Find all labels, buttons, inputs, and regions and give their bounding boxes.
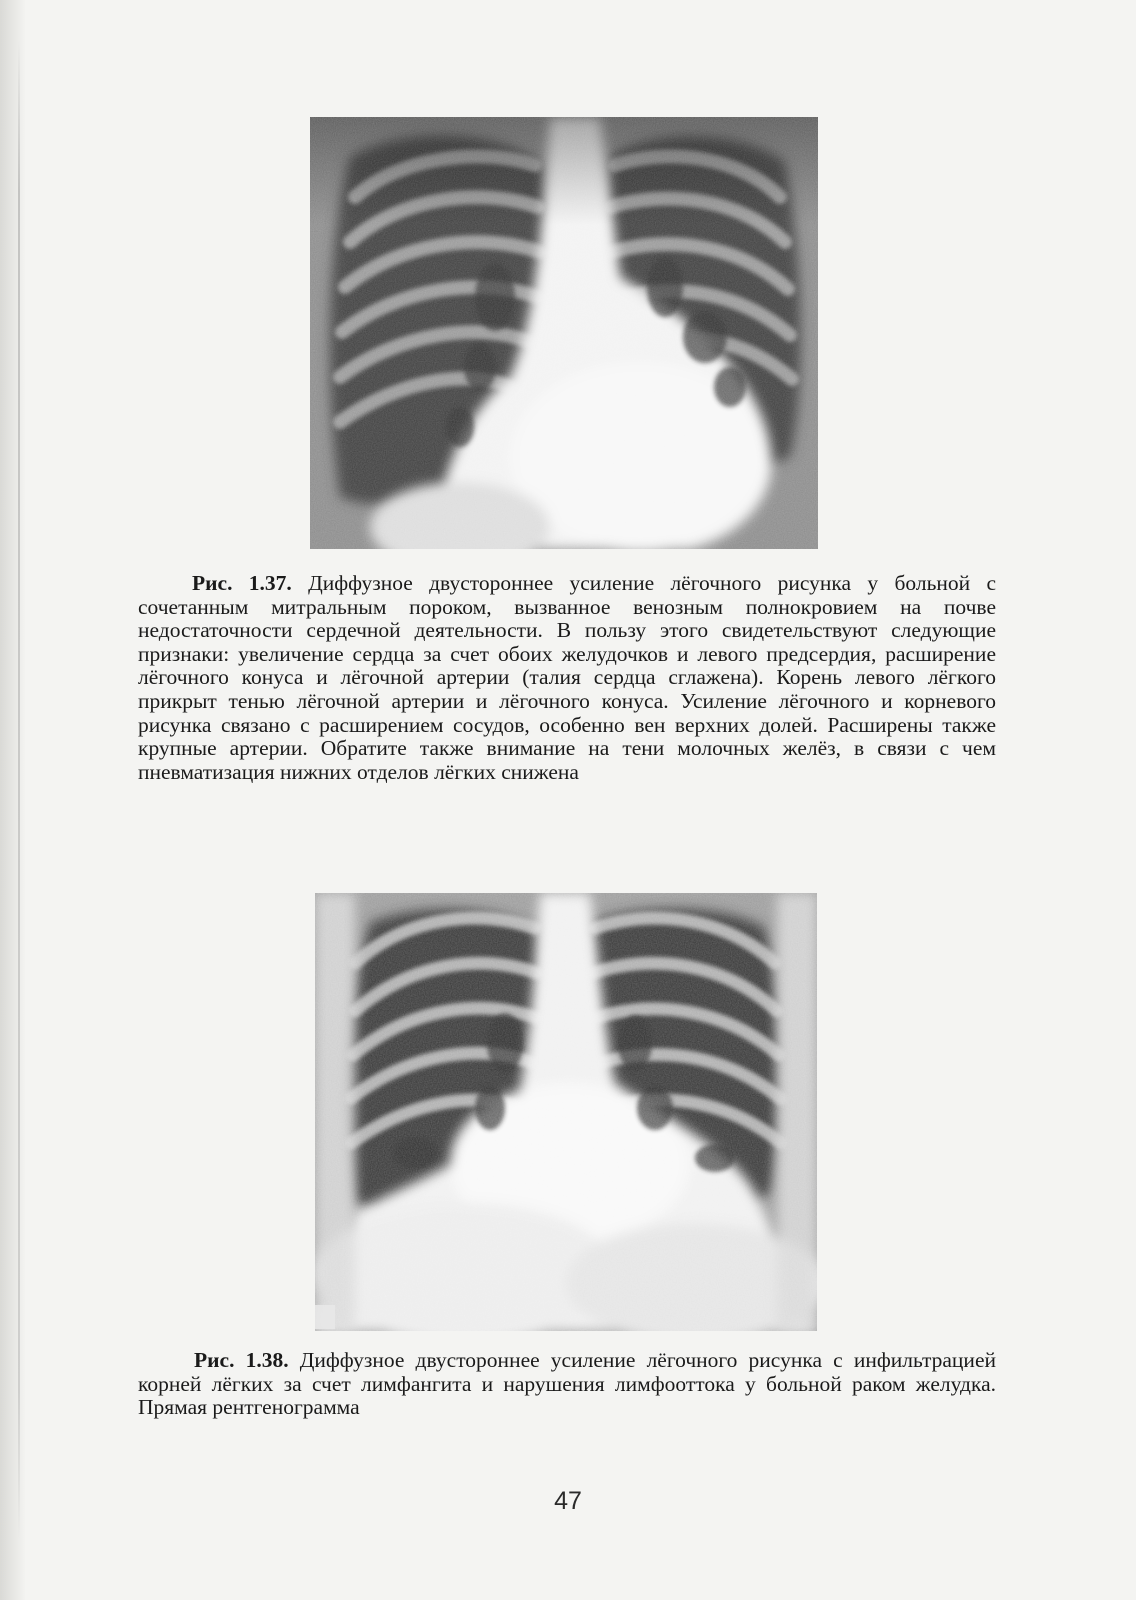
page-binding-edge	[0, 0, 26, 1600]
figure-1-37-label: Рис. 1.37.	[192, 571, 292, 595]
xray-image-2	[315, 893, 817, 1331]
figure-1-37-xray-image	[310, 117, 818, 549]
page-number: 47	[554, 1487, 582, 1515]
figure-1-38-label: Рис. 1.38.	[194, 1348, 289, 1372]
xray-image-1	[310, 117, 818, 549]
page-binding-shadow	[18, 40, 20, 1540]
figure-1-37-caption	[138, 572, 996, 784]
figure-1-38-caption-text: Диффузное двустороннее усиление лёгочного рисунка с инфильтрацией корней лёгких за счет лимфангита и нарушения лимфооттока у больной раком желудка. Прямая рентгенограмма	[138, 1348, 996, 1420]
figure-1-38-caption	[138, 1349, 996, 1420]
figure-1-38-xray-image	[315, 893, 817, 1331]
figure-1-37-caption-text: Диффузное двустороннее усиление лёгочного рисунка у больной с сочетанным митральным пороком, вызванное венозным полнокровием на почве недостаточности сердечной деятельности. В пользу этого свидетельствуют следующие признаки: увеличение сердца за счет обоих желудочков и левого предсердия, расширение лёгочного конуса и лёгочной артерии (талия сердца сглажена). Корень левого лёгкого прикрыт тенью лёгочной артерии и лёгочного конуса. Усиление лёгочного и корневого рисунка связано с расширением сосудов, особенно вен верхних долей. Расширены также крупные артерии. Обратите также внимание на тени молочных желёз, в связи с чем пневматизация нижних отделов лёгких снижена	[138, 571, 997, 784]
